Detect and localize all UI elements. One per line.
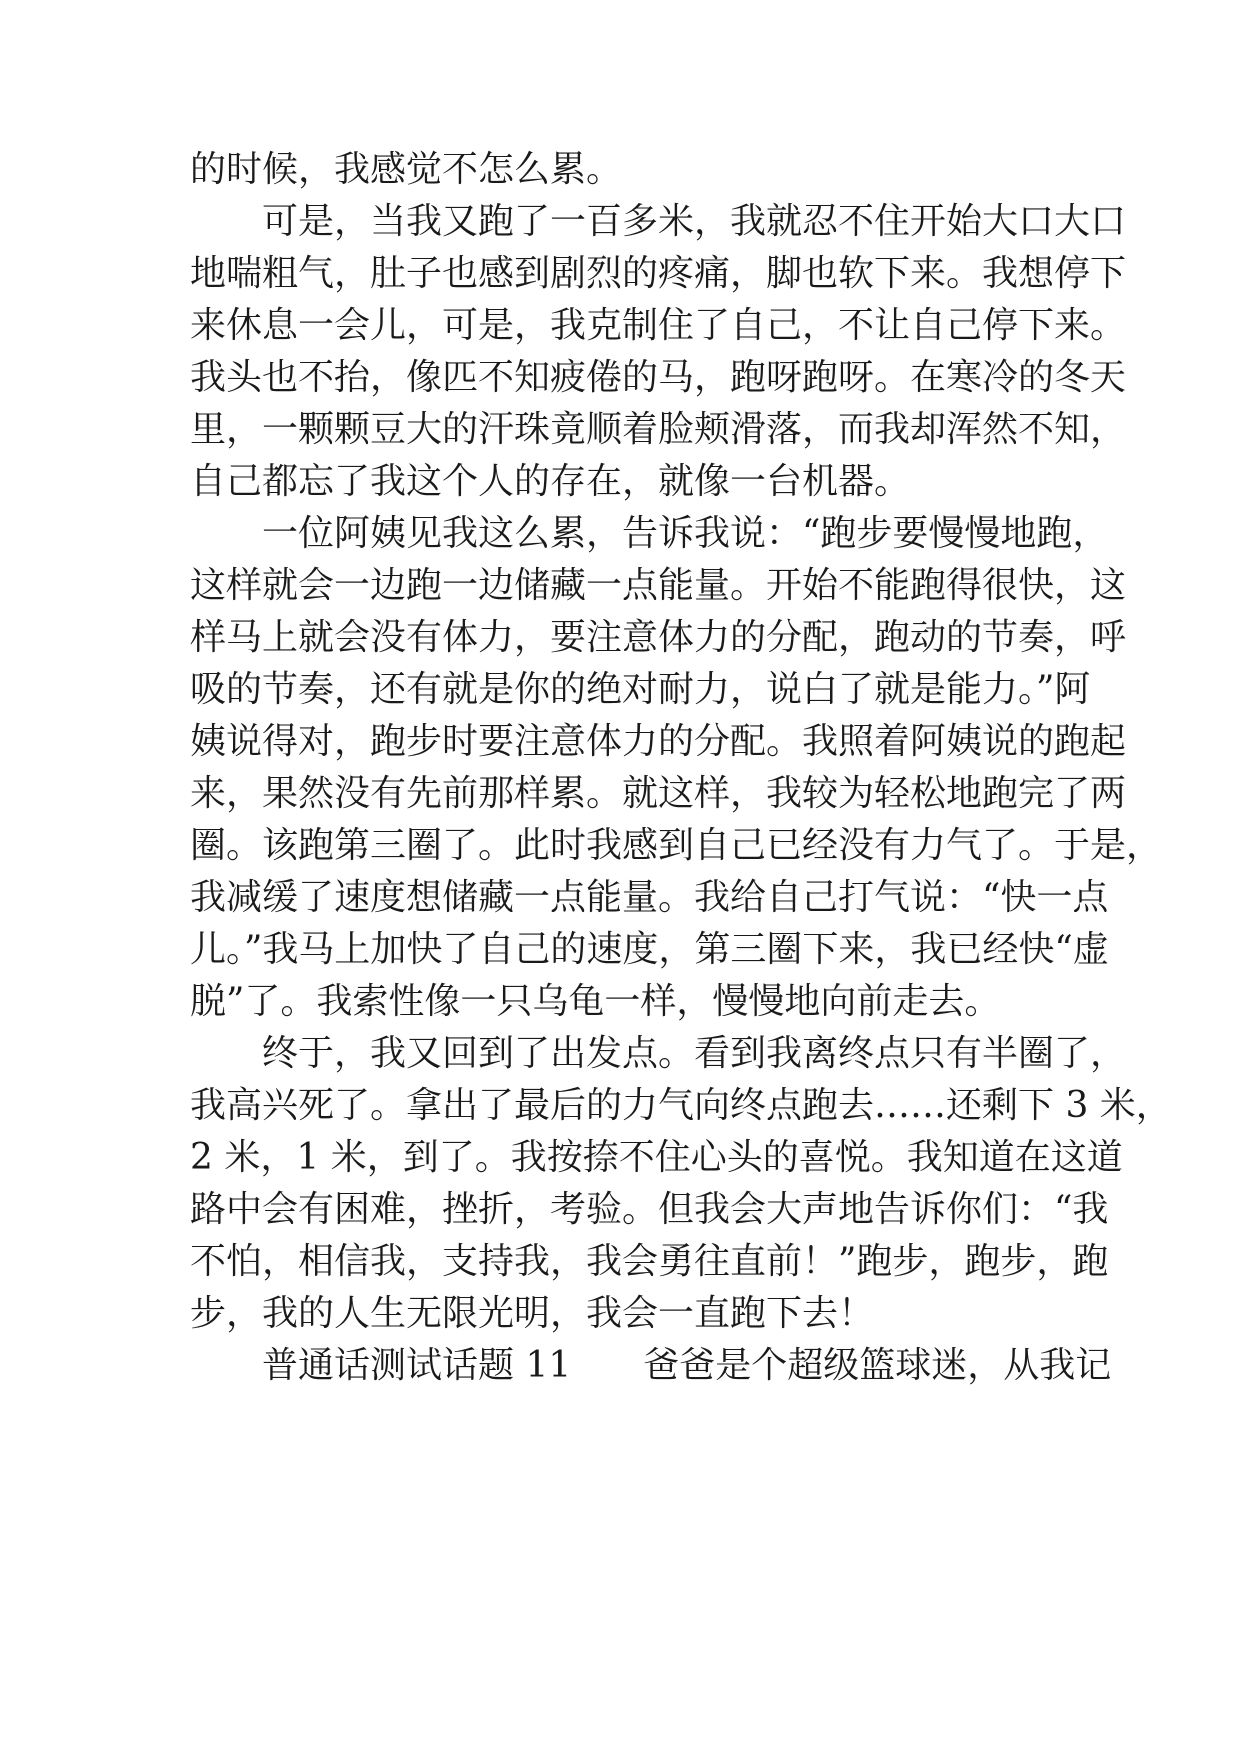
text-line: 路中会有困难，挫折，考验。但我会大声地告诉你们：“我 xyxy=(190,1189,1109,1230)
text-line: 我减缓了速度想储藏一点能量。我给自己打气说：“快一点 xyxy=(190,877,1109,918)
text-line: 脱”了。我索性像一只乌龟一样，慢慢地向前走去。 xyxy=(190,981,1001,1022)
text-line: 里，一颗颗豆大的汗珠竟顺着脸颊滑落，而我却浑然不知， xyxy=(190,409,1127,450)
text-line-paragraph-start: 终于，我又回到了出发点。看到我离终点只有半圈了， xyxy=(262,1033,1127,1074)
text-line: 步，我的人生无限光明，我会一直跑下去！ xyxy=(190,1293,875,1334)
text-line: 圈。该跑第三圈了。此时我感到自己已经没有力气了。于是， xyxy=(190,825,1163,866)
text-line: 2 米，1 米，到了。我按捺不住心头的喜悦。我知道在这道 xyxy=(190,1137,1123,1178)
text-line-paragraph-start: 可是，当我又跑了一百多米，我就忍不住开始大口大口 xyxy=(262,201,1127,242)
text-line-paragraph-start: 一位阿姨见我这么累，告诉我说：“跑步要慢慢地跑， xyxy=(262,513,1109,554)
text-line: 来，果然没有先前那样累。就这样，我较为轻松地跑完了两 xyxy=(190,773,1127,814)
text-line: 我高兴死了。拿出了最后的力气向终点跑去……还剩下 3 米， xyxy=(190,1085,1172,1126)
topic-heading-line: 普通话测试话题 11 爸爸是个超级篮球迷，从我记 xyxy=(262,1345,1112,1386)
text-line: 吸的节奏，还有就是你的绝对耐力，说白了就是能力。”阿 xyxy=(190,669,1091,710)
text-line: 自己都忘了我这个人的存在，就像一台机器。 xyxy=(190,461,911,502)
text-line: 的时候，我感觉不怎么累。 xyxy=(190,149,623,190)
text-line: 我头也不抬，像匹不知疲倦的马，跑呀跑呀。在寒冷的冬天 xyxy=(190,357,1127,398)
text-line: 姨说得对，跑步时要注意体力的分配。我照着阿姨说的跑起 xyxy=(190,721,1127,762)
text-line: 儿。”我马上加快了自己的速度，第三圈下来，我已经快“虚 xyxy=(190,929,1109,970)
text-line: 地喘粗气，肚子也感到剧烈的疼痛，脚也软下来。我想停下 xyxy=(190,253,1127,294)
text-line: 不怕，相信我，支持我，我会勇往直前！”跑步，跑步，跑 xyxy=(190,1241,1109,1282)
text-line: 样马上就会没有体力，要注意体力的分配，跑动的节奏，呼 xyxy=(190,617,1127,658)
text-line: 这样就会一边跑一边储藏一点能量。开始不能跑得很快，这 xyxy=(190,565,1127,606)
text-line: 来休息一会儿，可是，我克制住了自己，不让自己停下来。 xyxy=(190,305,1127,346)
